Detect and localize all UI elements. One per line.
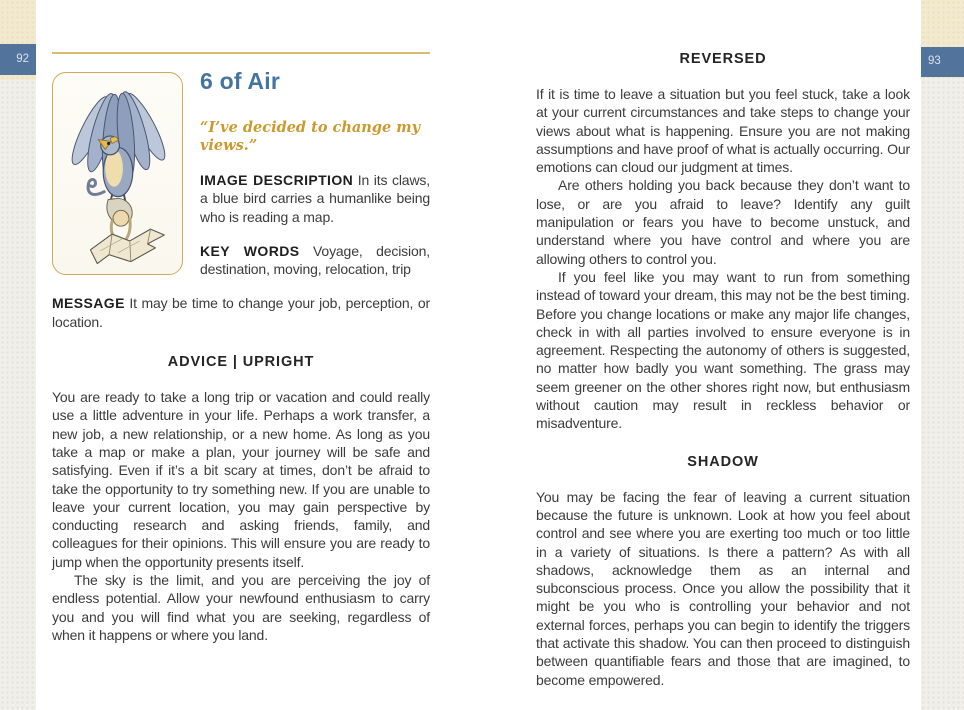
card-title: 6 of Air xyxy=(200,68,280,94)
gold-divider-rule xyxy=(52,52,430,54)
card-quote: “I’ve decided to change my views.” xyxy=(200,119,421,154)
shadow-heading: SHADOW xyxy=(687,453,759,470)
reversed-heading: REVERSED xyxy=(679,51,767,67)
right-page-edge xyxy=(921,0,964,710)
reversed-paragraph-2: Are others holding you back because they don’t want to lose, or are you afraid to leave? Identify any guilt manipulation or fears you have to become unstuck, and understand where you have control and where you are allowing others to control you. xyxy=(536,177,910,267)
right-page-number: 93 xyxy=(928,55,941,68)
page-number-tab-right xyxy=(921,47,964,77)
card-artwork-icon xyxy=(53,73,182,274)
message-text: It may be time to change your job, perception, or location. xyxy=(52,295,430,330)
left-page-content xyxy=(52,52,430,644)
shadow-paragraph-1: You may be facing the fear of leaving a current situation because the future is unknown. Look at how you feel about control and see where you are exerting too much or too little in a variety of situations. Is there a pattern? As with all shadows, acknowledge them as an internal and subconscious process. Once you allow the possibility that it might be you who is controlling your behavior and not external forces, perhaps you can begin to identify the triggers that activate this shadow. You can then proceed to distinguish between quantifiable fears and those that are imagined, to become empowered. xyxy=(536,488,910,688)
message-label: MESSAGE xyxy=(52,295,125,312)
page-number-tab-left xyxy=(0,44,36,75)
tarot-card xyxy=(52,72,183,275)
left-page-edge xyxy=(0,0,36,710)
image-description-text: In its claws, a blue bird carries a humanlike being who is reading a map. xyxy=(200,172,430,225)
left-page-number: 92 xyxy=(16,52,29,65)
key-words-label: KEY WORDS xyxy=(200,242,300,259)
message-section xyxy=(52,294,430,331)
reversed-paragraph-3: If you feel like you may want to run from something instead of toward your dream, this may not be the best timing. Before you change locations or make any major life changes, check in with all parties involved to ensure everyone is in agreement. Respecting the autonomy of others is suggested, no matter how badly you want something. The grass may seem greener on the other shores right now, but enthusiasm without caution may result in reckless behavior or misadventure. xyxy=(536,268,910,432)
advice-paragraph-1: You are ready to take a long trip or vacation and could really use a little adventure in your life. Perhaps a work transfer, a new job, a new relationship, or a new home. As long as you take a map or make a plan, your journey will be safe and satisfying. Even if it’s a bit scary at times, don’t be afraid to take the opportunity to try something new. If you are unable to leave your current location, you may gain perspective by conducting research and asking friends, family, and colleagues for their opinions. This will ensure you are ready to jump when the opportunity presents itself. xyxy=(52,389,430,570)
key-words-text: Voyage, decision, destination, moving, relocation, trip xyxy=(200,242,430,278)
right-page-content xyxy=(536,52,910,689)
reversed-paragraph-1: If it is time to leave a situation but you feel stuck, take a look at your current circumstances and take steps to change your views about what is happening. Ensure you are not making assumptions and have proof of what is actually occurring. Our emotions can cloud our judgment at times. xyxy=(536,86,910,176)
advice-paragraph-2: The sky is the limit, and you are perceiving the joy of endless potential. Allow your newfound enthusiasm to carry you and you will find what you are seeking, regardless of when it happens or where you land. xyxy=(52,572,430,643)
advice-upright-heading: ADVICE | UPRIGHT xyxy=(167,354,315,371)
image-description-label: IMAGE DESCRIPTION xyxy=(200,172,354,188)
